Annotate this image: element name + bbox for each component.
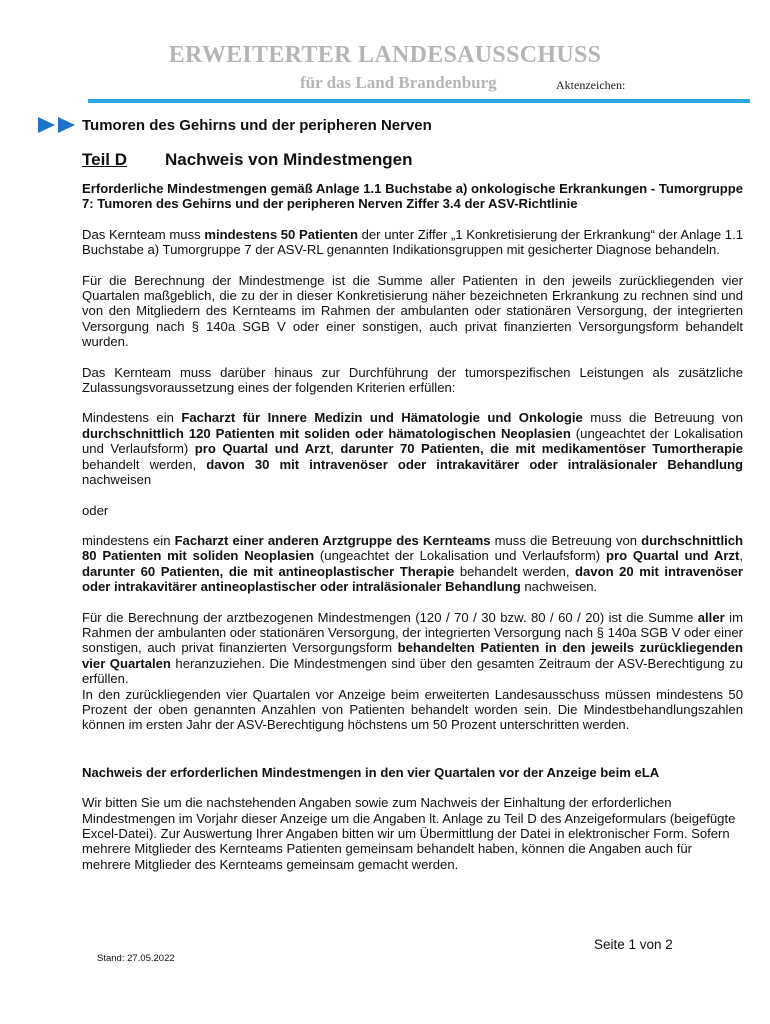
bold-run: darunter 60 Patienten, die mit antineoplastischer Therapie	[82, 563, 455, 579]
text-run: behandelt werden,	[454, 563, 576, 579]
text-run: mindestens ein	[82, 532, 175, 548]
arrow-right-icon	[58, 117, 75, 133]
paragraph-arztbezogen	[82, 610, 743, 687]
section-title: Tumoren des Gehirns und der peripheren Nerven	[82, 117, 432, 134]
text-run: Mindestens ein	[82, 410, 182, 426]
bold-run: davon 30 mit intravenöser oder intrakavitärer oder intraläsionaler Behandlung	[206, 456, 743, 472]
double-arrow-icon	[38, 117, 78, 133]
text-run: Das Kernteam muss	[82, 226, 205, 242]
text-run: (ungeachtet der Lokalisation und Verlaufsform)	[314, 548, 606, 564]
text-run: Für die Berechnung der arztbezogenen Mindestmengen (120 / 70 / 30 bzw. 80 / 60 / 20) ist die Summe	[82, 609, 698, 625]
text-run: im Rahmen der ambulanten oder stationären Versorgung, der integrierten Versorgung nach § 140a SGB V oder einer sonstigen, auch privat finanzierten Versorgungsform	[82, 609, 743, 656]
oder-separator: oder	[82, 502, 109, 518]
paragraph-kernteam	[82, 227, 743, 258]
document-body	[82, 181, 743, 872]
text-run: nachweisen.	[520, 579, 598, 595]
arrow-right-icon	[38, 117, 55, 133]
paragraph-criterion-2	[82, 533, 743, 595]
header-subtitle: für das Land Brandenburg	[300, 73, 497, 92]
bold-run: darunter 70 Patienten, die mit medikamentöser Tumortherapie	[340, 441, 743, 457]
teil-title: Nachweis von Mindestmengen	[165, 150, 413, 169]
bold-run: pro Quartal und Arzt	[605, 548, 740, 564]
paragraph-criterion-1	[82, 410, 743, 487]
bold-run: aller	[697, 609, 725, 625]
bold-run: durchschnittlich 120 Patienten mit soliden oder hämatologischen Neoplasien	[82, 425, 571, 441]
paragraph-quartale: In den zurückliegenden vier Quartalen vor Anzeige beim erweiterten Landesausschuss müssen mindestens 50 Prozent der oben genannten Anzahlen von Patienten behandelt worden sein. Die Mindestbehandlungszahlen können im ersten Jahr der ASV-Berechtigung höchstens um 50 Prozent unterschritten werden.	[82, 686, 743, 733]
page-number: Seite 1 von 2	[594, 937, 673, 952]
text-run: (ungeachtet der Lokalisation und Verlaufsform)	[82, 425, 743, 457]
text-run: ,	[739, 548, 743, 564]
text-run: ,	[330, 441, 341, 457]
text-run: der unter Ziffer „1 Konkretisierung der Erkrankung“ der Anlage 1.1 Buchstabe a) Tumorgruppe 7 der ASV-RL genannten Indikationsgruppen mit gesicherter Diagnose behandeln.	[82, 226, 744, 258]
paragraph-angaben: Wir bitten Sie um die nachstehenden Angaben sowie zum Nachweis der Einhaltung der erforderlichen Mindestmengen im Vorjahr dieser Anzeige um die Angaben lt. Anlage zu Teil D des Anzeigeformulars (beigefügte Excel-Datei). Zur Auswertung Ihrer Angaben bitten wir um Übermittlung der Datei in elektronischer Form. Sofern mehrere Mitglieder des Kernteams Patienten gemeinsam behandelt haben, können die Angaben auch für mehrere Mitglieder des Kernteams gemeinsam gemacht werden.	[82, 795, 736, 872]
aktenzeichen-label: Aktenzeichen:	[556, 78, 626, 92]
requirement-heading	[82, 181, 743, 212]
paragraph-berechnung: Für die Berechnung der Mindestmenge ist die Summe aller Patienten in den jeweils zurückliegenden vier Quartalen maßgeblich, die zu der in dieser Konkretisierung näher bezeichneten Erkrankung zu rechnen sind und von den Mitgliedern des Kernteams im Rahmen der ambulanten oder stationären Versorgung, der integrierten Versorgung nach § 140a SGB V oder einer sonstigen, auch privat finanzierten Versorgungsform behandelt wurden.	[82, 272, 743, 350]
nachweis-heading	[82, 765, 743, 780]
text-run: nachweisen	[82, 472, 152, 488]
text-run: muss die Betreuung von	[490, 532, 642, 548]
text-run: heranzuziehen. Die Mindestmengen sind über den gesamten Zeitraum der ASV-Berechtigung zu erfüllen.	[82, 655, 743, 687]
teil-label: Teil D	[82, 150, 128, 169]
bold-run: davon 20 mit intravenöser oder intrakavitärer antineoplastischer oder intraläsionaler Behandlung	[82, 563, 743, 595]
bold-run: pro Quartal und Arzt	[194, 441, 331, 457]
header-rule	[88, 99, 750, 103]
paragraph-zulassung: Das Kernteam muss darüber hinaus zur Durchführung der tumorspezifischen Leistungen als zusätzliche Zulassungsvoraussetzung eines der folgenden Kriterien erfüllen:	[82, 364, 743, 396]
header-title: ERWEITERTER LANDESAUSSCHUSS	[168, 42, 602, 68]
nachweis-heading-text: Nachweis der erforderlichen Mindestmengen in den vier Quartalen vor der Anzeige beim eLA	[82, 764, 660, 780]
text-run: behandelt werden,	[82, 456, 207, 472]
stand-date: Stand: 27.05.2022	[97, 953, 175, 964]
requirement-heading-text: Erforderliche Mindestmengen gemäß Anlage 1.1 Buchstabe a) onkologische Erkrankungen - Tumorgruppe 7: Tumoren des Gehirns und der peripheren Nerven Ziffer 3.4 der ASV-Richtlinie	[82, 181, 743, 212]
bold-run: mindestens 50 Patienten	[204, 226, 358, 242]
bold-run: Facharzt für Innere Medizin und Hämatologie und Onkologie	[181, 410, 583, 426]
bold-run: durchschnittlich 80 Patienten mit soliden Neoplasien	[82, 532, 744, 564]
bold-run: behandelten Patienten in den jeweils zurückliegenden vier Quartalen	[82, 640, 743, 671]
text-run: muss die Betreuung von	[582, 410, 744, 426]
bold-run: Facharzt einer anderen Arztgruppe des Kernteams	[174, 532, 491, 548]
